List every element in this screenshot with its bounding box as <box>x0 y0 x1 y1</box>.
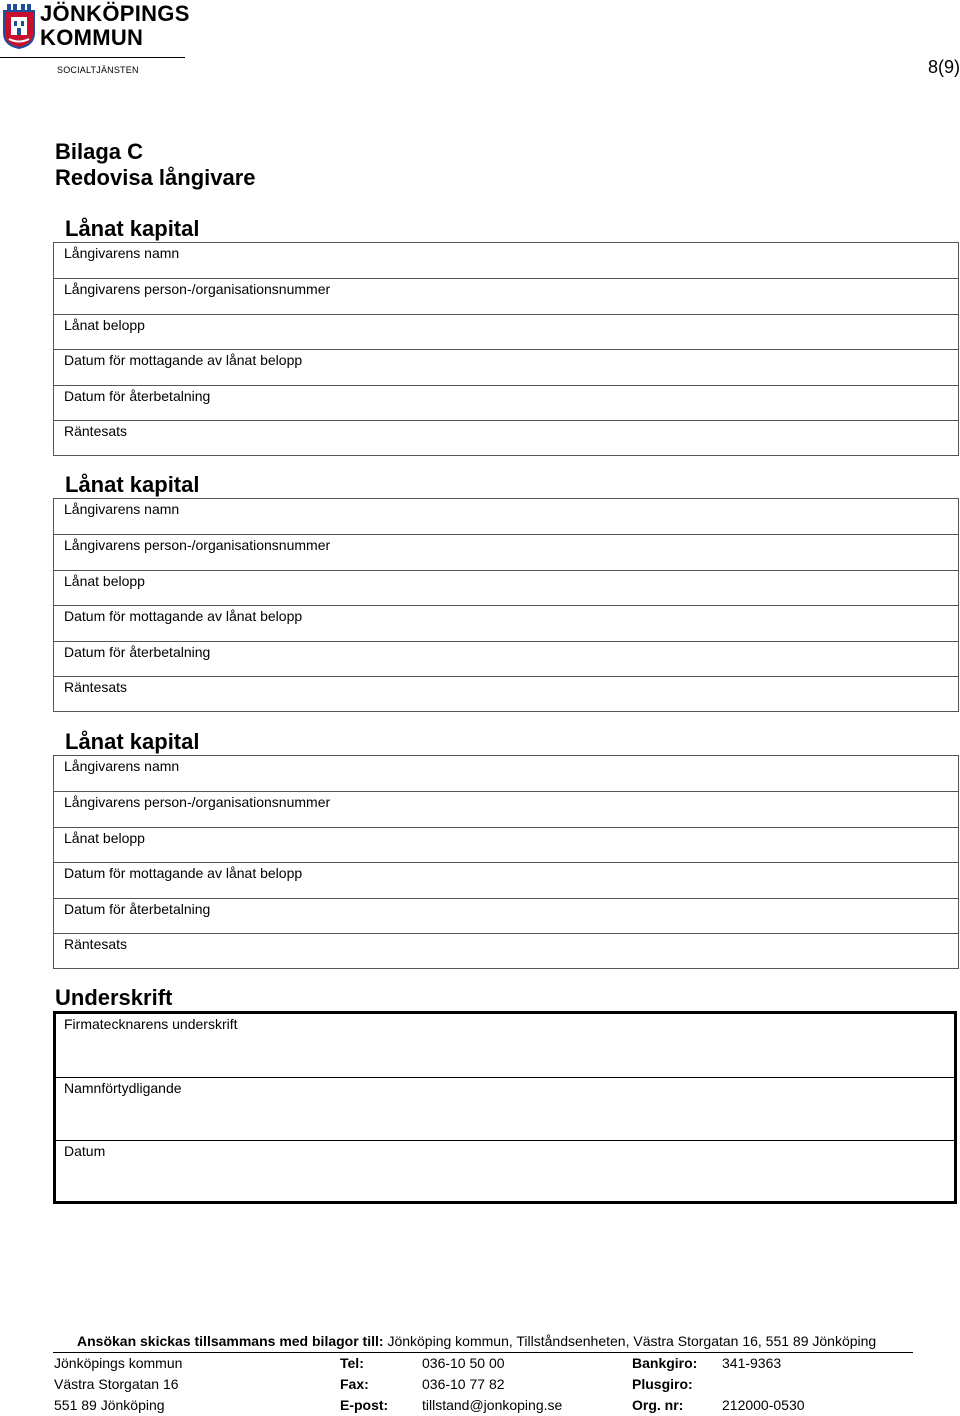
form-row[interactable] <box>54 791 958 826</box>
field-label: Datum för återbetalning <box>64 387 211 404</box>
loan-table-1 <box>53 242 959 456</box>
field-label: Långivarens person-/organisationsnummer <box>64 794 331 811</box>
section-heading-1: Lånat kapital <box>65 216 200 241</box>
page-header <box>0 0 960 80</box>
footer-contact-label: Fax: <box>340 1376 369 1392</box>
form-row[interactable] <box>54 534 958 569</box>
signature-field[interactable] <box>56 1014 954 1077</box>
name-clarification-field[interactable] <box>56 1077 954 1140</box>
page-title <box>55 139 256 191</box>
footer-bank-label: Plusgiro: <box>632 1376 693 1392</box>
footer-email[interactable]: tillstand@jonkoping.se <box>422 1397 563 1413</box>
title-line2: Redovisa långivare <box>55 165 256 190</box>
footer-address-line: 551 89 Jönköping <box>54 1397 165 1413</box>
section-heading-3: Lånat kapital <box>65 729 200 754</box>
date-field[interactable] <box>56 1140 954 1203</box>
footer-note-bold: Ansökan skickas tillsammans med bilagor till: <box>77 1333 384 1349</box>
form-row[interactable] <box>54 933 958 968</box>
form-row[interactable] <box>54 499 958 534</box>
field-label: Lånat belopp <box>64 829 145 846</box>
field-label: Lånat belopp <box>64 572 145 589</box>
form-row[interactable] <box>54 349 958 384</box>
field-label: Långivarens namn <box>64 245 180 261</box>
field-label: Lånat belopp <box>64 316 145 333</box>
logo-text-line1: JÖNKÖPINGS <box>40 1 190 26</box>
loan-table-3 <box>53 755 959 969</box>
footer-bankgiro: 341-9363 <box>722 1355 782 1371</box>
form-row[interactable] <box>54 570 958 605</box>
field-label: Datum för återbetalning <box>64 643 211 660</box>
form-row[interactable] <box>54 278 958 313</box>
footer-contact-label: Tel: <box>340 1355 364 1371</box>
form-row[interactable] <box>54 641 958 676</box>
field-label: Långivarens person-/organisationsnummer <box>64 537 331 554</box>
form-row[interactable] <box>54 898 958 933</box>
form-row[interactable] <box>54 385 958 420</box>
footer-org-number: 212000-0530 <box>722 1397 805 1413</box>
field-label: Räntesats <box>64 678 128 695</box>
field-label: Datum för återbetalning <box>64 900 211 917</box>
field-label: Datum för mottagande av lånat belopp <box>64 865 303 882</box>
loan-table-2 <box>53 498 959 712</box>
form-row[interactable] <box>54 243 958 278</box>
footer-bank-label: Org. nr: <box>632 1397 684 1413</box>
footer-contact-label: E-post: <box>340 1397 389 1413</box>
department-label: SOCIALTJÄNSTEN <box>57 65 139 75</box>
signature-heading: Underskrift <box>55 985 173 1010</box>
footer-bank-label: Bankgiro: <box>632 1355 698 1371</box>
logo-text-line2: KOMMUN <box>40 25 144 50</box>
form-row[interactable] <box>54 605 958 640</box>
logo-divider <box>0 57 185 58</box>
form-row[interactable] <box>54 676 958 711</box>
field-label: Långivarens namn <box>64 501 180 517</box>
field-label: Räntesats <box>64 422 128 439</box>
title-line1: Bilaga C <box>55 139 144 164</box>
section-heading-2: Lånat kapital <box>65 472 200 497</box>
field-label: Långivarens person-/organisationsnummer <box>64 281 331 298</box>
signature-table <box>53 1011 957 1204</box>
footer-phone: 036-10 50 00 <box>422 1355 505 1371</box>
field-label: Datum för mottagande av lånat belopp <box>64 608 303 625</box>
footer-address-line: Västra Storgatan 16 <box>54 1376 179 1392</box>
footer-address-line: Jönköpings kommun <box>54 1355 183 1371</box>
field-label: Räntesats <box>64 935 128 952</box>
coat-of-arms-icon <box>3 3 35 49</box>
form-row[interactable] <box>54 862 958 897</box>
footer-divider <box>53 1352 913 1353</box>
field-label: Datum <box>64 1143 106 1159</box>
form-row[interactable] <box>54 314 958 349</box>
field-label: Datum för mottagande av lånat belopp <box>64 352 303 369</box>
field-label: Långivarens namn <box>64 758 180 774</box>
form-row[interactable] <box>54 756 958 791</box>
field-label: Namnförtydligande <box>64 1080 182 1096</box>
field-label: Firmatecknarens underskrift <box>64 1016 238 1032</box>
page-number: 8(9) <box>927 57 960 77</box>
footer-note-text: Jönköping kommun, Tillståndsenheten, Västra Storgatan 16, 551 89 Jönköping <box>383 1333 877 1349</box>
footer-fax: 036-10 77 82 <box>422 1376 505 1392</box>
footer-note <box>77 1333 876 1349</box>
form-row[interactable] <box>54 420 958 455</box>
form-row[interactable] <box>54 827 958 862</box>
